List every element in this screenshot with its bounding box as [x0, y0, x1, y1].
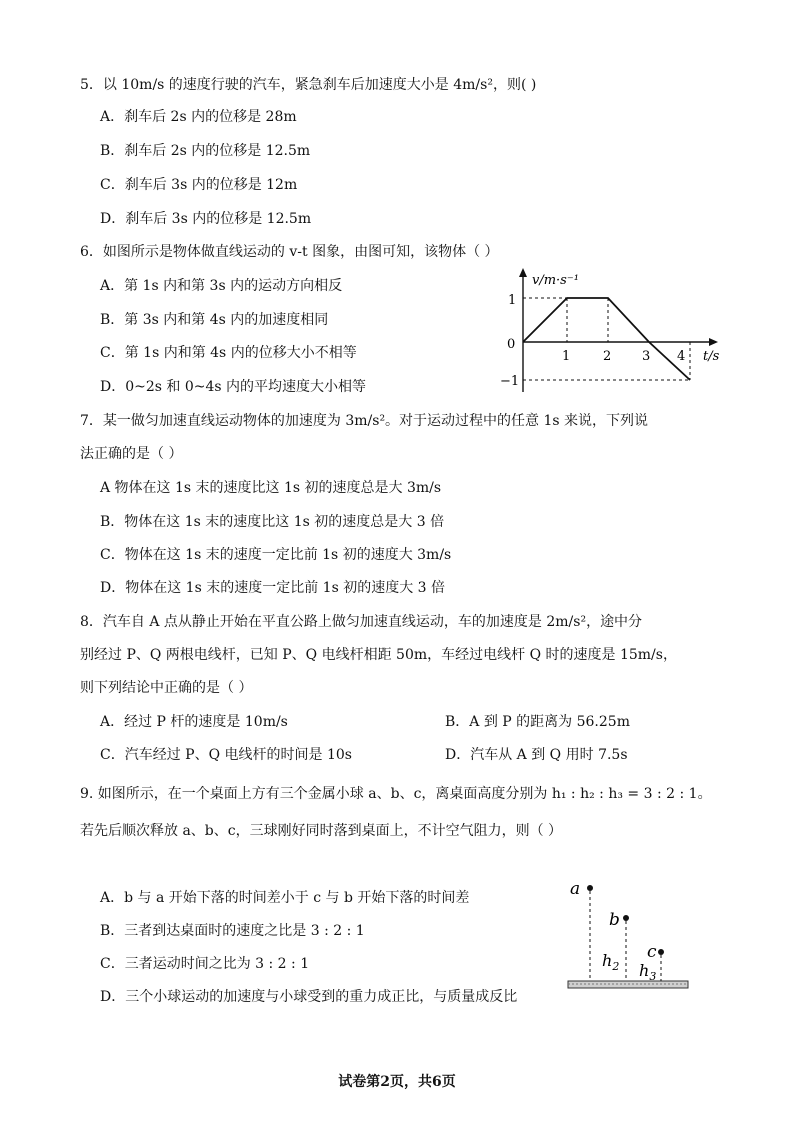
ball-a: [587, 885, 593, 891]
q6-stem: 6．如图所示是物体做直线运动的 v-t 图象，由图可知，该物体（ ）: [80, 244, 499, 260]
q8-option-c: C．汽车经过 P、Q 电线杆的时间是 10s: [100, 747, 352, 763]
q5-option-a: A．刹车后 2s 内的位移是 28m: [100, 109, 297, 125]
vt-graph-y-label: v/m·s⁻¹: [532, 273, 579, 288]
q8-stem-line2: 别经过 P、Q 两根电线杆，已知 P、Q 电线杆相距 50m，车经过电线杆 Q 时的速度是 15m/s，: [80, 647, 677, 663]
q6-option-b: B．第 3s 内和第 4s 内的加速度相同: [100, 312, 329, 328]
vt-graph-x-label: t/s: [703, 349, 720, 364]
q5-stem: 5．以 10m/s 的速度行驶的汽车，紧急刹车后加速度大小是 4m/s²，则( ): [80, 77, 537, 93]
q7-stem-line2: 法正确的是（ ）: [80, 446, 183, 462]
vt-graph-x-tick-4: 4: [677, 349, 686, 364]
vt-graph-origin: 0: [507, 337, 516, 352]
q9-option-c: C．三者运动时间之比为 3 : 2 : 1: [100, 956, 310, 972]
q9-option-d: D．三个小球运动的加速度与小球受到的重力成正比，与质量成反比: [100, 989, 518, 1005]
ball-c-label: c: [647, 942, 657, 962]
vt-graph-x-tick-1: 1: [562, 349, 571, 364]
q7-stem-line1: 7．某一做匀加速直线运动物体的加速度为 3m/s²。对于运动过程中的任意 1s 来说，下列说: [80, 413, 649, 429]
ball-b: [623, 915, 629, 921]
q7-option-a: A 物体在这 1s 末的速度比这 1s 初的速度总是大 3m/s: [100, 480, 442, 496]
q7-option-b: B．物体在这 1s 末的速度比这 1s 初的速度总是大 3 倍: [100, 514, 445, 530]
q7-option-c: C．物体在这 1s 末的速度一定比前 1s 初的速度大 3m/s: [100, 547, 452, 563]
ball-c: [658, 949, 664, 955]
page-footer: 试卷第2页，共6页: [338, 1074, 456, 1090]
vt-graph-x-tick-3: 3: [642, 349, 651, 364]
vt-graph-y-tick-neg1: −1: [500, 374, 520, 389]
q6-option-d: D．0~2s 和 0~4s 内的平均速度大小相等: [100, 379, 367, 395]
q8-option-d: D．汽车从 A 到 Q 用时 7.5s: [445, 747, 628, 763]
q8-option-a: A．经过 P 杆的速度是 10m/s: [100, 714, 288, 730]
q9-option-b: B．三者到达桌面时的速度之比是 3 : 2 : 1: [100, 923, 365, 939]
q5-option-d: D．刹车后 3s 内的位移是 12.5m: [100, 211, 312, 227]
q6-option-a: A．第 1s 内和第 3s 内的运动方向相反: [100, 278, 343, 294]
q8-stem-line1: 8．汽车自 A 点从静止开始在平直公路上做匀加速直线运动，车的加速度是 2m/s²，途中分: [80, 614, 643, 630]
q9-stem-line2: 若先后顺次释放 a、b、c，三球刚好同时落到桌面上，不计空气阻力，则（ ）: [80, 823, 563, 839]
ball-a-label: a: [570, 879, 581, 899]
vt-graph: [490, 262, 730, 402]
q9-stem-line1: 9. 如图所示，在一个桌面上方有三个金属小球 a、b、c，离桌面高度分别为 h₁ : h₂ : h₃ = 3 : 2 : 1。: [80, 786, 712, 802]
falling-balls-figure: [560, 872, 695, 997]
q5-option-b: B．刹车后 2s 内的位移是 12.5m: [100, 143, 311, 159]
q8-option-b: B．A 到 P 的距离为 56.25m: [445, 714, 630, 730]
q5-option-c: C．刹车后 3s 内的位移是 12m: [100, 177, 298, 193]
q7-option-d: D．物体在这 1s 末的速度一定比前 1s 初的速度大 3 倍: [100, 580, 446, 596]
q8-stem-line3: 则下列结论中正确的是（ ）: [80, 680, 253, 696]
h2-label: $h_2$: [602, 951, 620, 973]
q9-option-a: A．b 与 a 开始下落的时间差小于 c 与 b 开始下落的时间差: [100, 890, 470, 906]
h3-label: $h_3$: [639, 961, 657, 983]
vt-graph-x-tick-2: 2: [603, 349, 612, 364]
ball-b-label: b: [609, 910, 620, 930]
q6-option-c: C．第 1s 内和第 4s 内的位移大小不相等: [100, 345, 357, 361]
vt-graph-y-tick-1: 1: [508, 293, 517, 308]
